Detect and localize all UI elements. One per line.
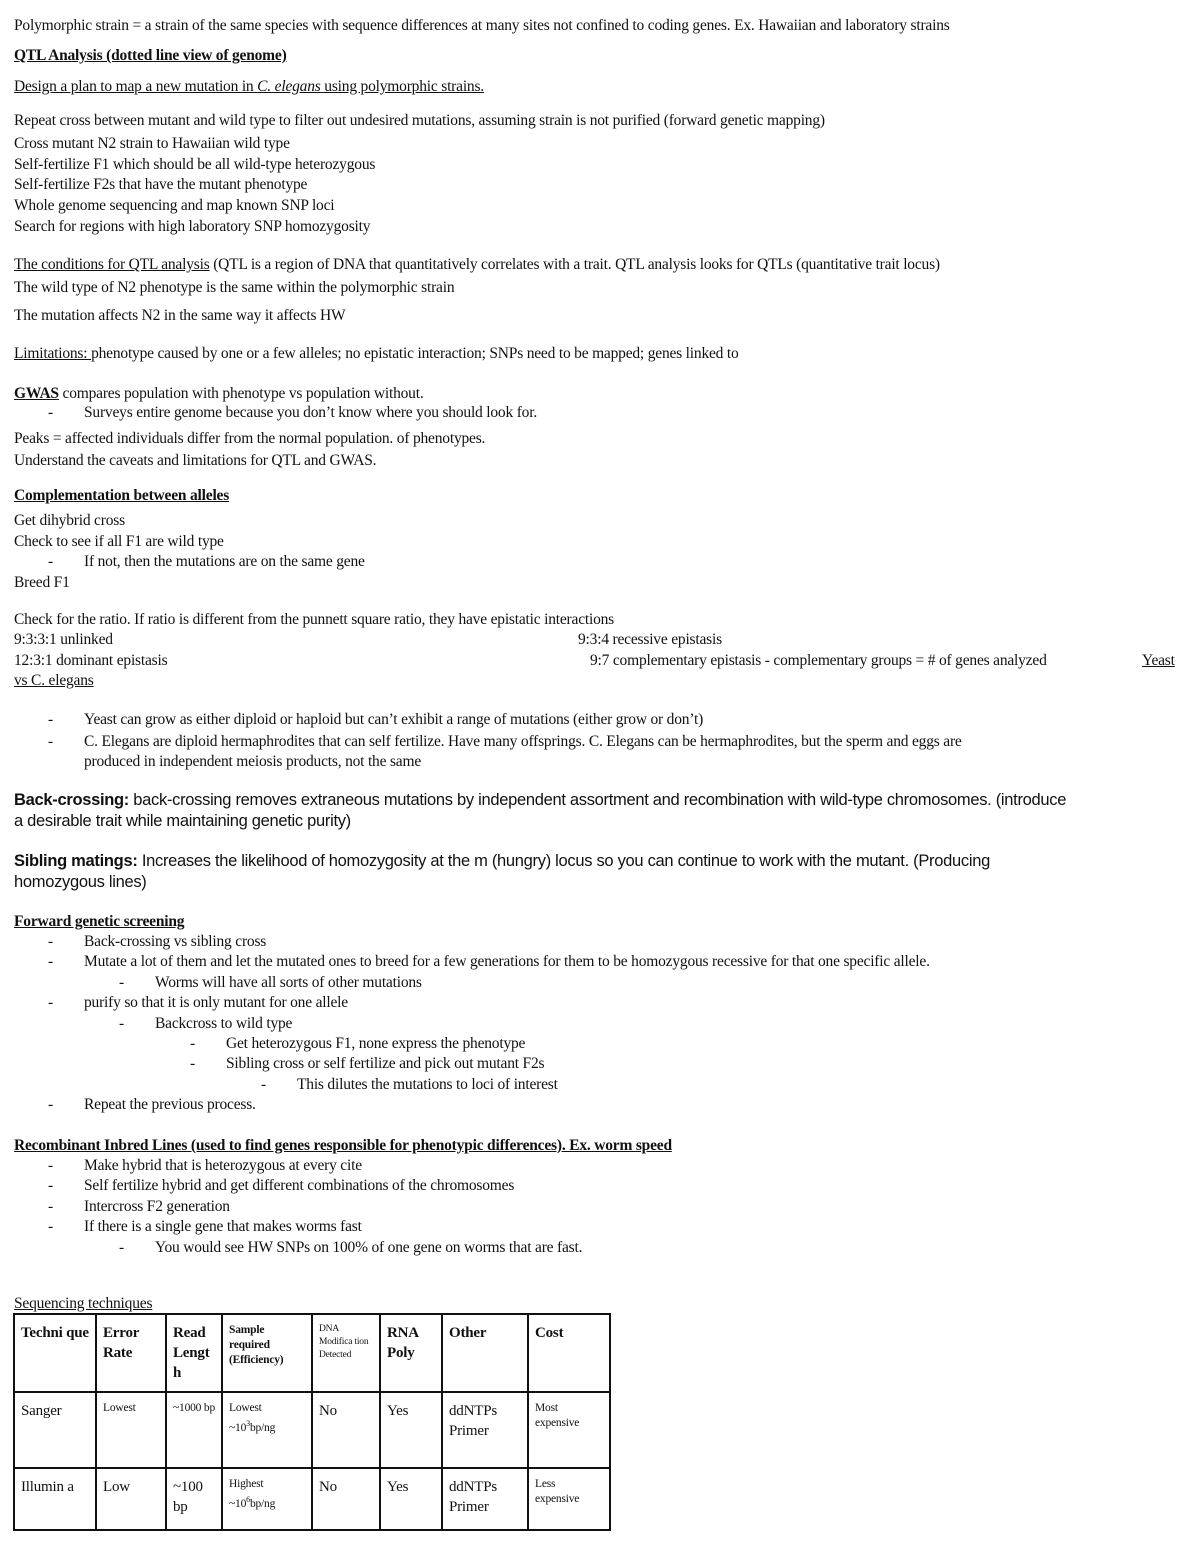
ratio-9331: 9:3:3:1 unlinked	[14, 631, 113, 648]
cell-cost: Most expensive	[528, 1392, 610, 1468]
table-row	[14, 1392, 610, 1468]
design-step-2: Cross mutant N2 strain to Hawaiian wild type	[14, 135, 290, 152]
gwas-line	[14, 384, 424, 404]
gwas-label: GWAS	[14, 385, 59, 402]
design-step-1: Repeat cross between mutant and wild type to filter out undesired mutations, assuming strain is not purified (forward genetic mapping)	[14, 112, 825, 129]
forward-list-text: Repeat the previous process.	[84, 1096, 256, 1114]
comp-line-3: Breed F1	[14, 574, 70, 591]
ril-list-text: Self fertilize hybrid and get different combinations of the chromosomes	[84, 1177, 515, 1195]
dash-marker: -	[48, 994, 53, 1012]
limitations-line	[14, 344, 739, 364]
table-header-row	[14, 1314, 610, 1392]
header-cost: Cost	[528, 1314, 610, 1392]
ril-list-text: Make hybrid that is heterozygous at every cite	[84, 1157, 362, 1174]
cell-sample: Highest $\sim 10^6bp/ng$	[222, 1468, 312, 1530]
design-heading-post: using polymorphic strains.	[320, 78, 484, 95]
sibling-line-2: homozygous lines)	[14, 873, 147, 891]
comp-line-2: Check to see if all F1 are wild type	[14, 533, 224, 550]
table-row	[14, 1468, 610, 1530]
dash-marker: -	[48, 1218, 53, 1236]
dash-marker: -	[190, 1055, 195, 1073]
yeast-bullet-2-cont: produced in independent meiosis products, not the same	[84, 753, 422, 770]
condition-2: The mutation affects N2 in the same way it affects HW	[14, 307, 346, 324]
qtl-heading: QTL Analysis (dotted line view of genome)	[14, 47, 287, 64]
forward-list-text: Sibling cross or self fertilize and pick out mutant F2s	[226, 1055, 545, 1073]
design-step-4: Self-fertilize F2s that have the mutant phenotype	[14, 176, 308, 193]
seq-caption: Sequencing techniques	[14, 1295, 153, 1312]
cell-technique: Illumin a	[14, 1468, 96, 1530]
yeast-heading-a: Yeast	[1142, 652, 1175, 669]
comp-line-1: Get dihybrid cross	[14, 512, 125, 529]
ril-list-text: If there is a single gene that makes worms fast	[84, 1218, 362, 1236]
dash-marker: -	[48, 933, 53, 950]
design-heading-pre: Design a plan to map a new mutation in	[14, 78, 258, 95]
cell-rna-poly: Yes	[380, 1392, 442, 1468]
dash-marker: -	[48, 1177, 53, 1195]
conditions-line	[14, 255, 940, 275]
design-heading-italic: C. elegans	[257, 78, 321, 95]
forward-list-text: purify so that it is only mutant for one allele	[84, 994, 348, 1012]
sibling-text-1: Increases the likelihood of homozygosity at the m (hungry) locus so you can continue to work with the mutant. (Producing	[137, 852, 990, 870]
sibling-line-1	[14, 851, 990, 871]
peaks-line: Peaks = affected individuals differ from the normal population. of phenotypes.	[14, 430, 486, 447]
cell-error-rate: Lowest	[96, 1392, 166, 1468]
design-step-3: Self-fertilize F1 which should be all wild-type heterozygous	[14, 156, 376, 173]
caveats-line: Understand the caveats and limitations for QTL and GWAS.	[14, 452, 377, 469]
complementation-heading: Complementation between alleles	[14, 487, 230, 504]
limitations-text: phenotype caused by one or a few alleles; no epistatic interaction; SNPs need to be mapped; genes linked to	[91, 345, 739, 362]
cell-cost: Less expensive	[528, 1468, 610, 1530]
design-step-5: Whole genome sequencing and map known SNP loci	[14, 197, 335, 214]
dash-marker: -	[48, 1096, 53, 1114]
cell-error-rate: Low	[96, 1468, 166, 1530]
header-other: Other	[442, 1314, 528, 1392]
yeast-heading-b: vs C. elegans	[14, 672, 94, 689]
intro-line: Polymorphic strain = a strain of the same species with sequence differences at many sites not confined to coding genes. Ex. Hawaiian and laboratory strains	[14, 17, 950, 34]
gwas-text: compares population with phenotype vs population without.	[58, 385, 424, 402]
cell-dna-mod: No	[312, 1392, 380, 1468]
dash-marker: -	[48, 1157, 53, 1174]
ratio-934: 9:3:4 recessive epistasis	[578, 631, 722, 648]
header-read-length: Read Lengt h	[166, 1314, 222, 1392]
backcross-label: Back-crossing:	[14, 791, 130, 809]
ril-heading: Recombinant Inbred Lines (used to find genes responsible for phenotypic differences). Ex. worm speed	[14, 1137, 672, 1154]
backcross-text-1: back-crossing removes extraneous mutations by independent assortment and recombination with wild-type chromosomes. (introduce	[129, 791, 1067, 809]
header-error-rate: Error Rate	[96, 1314, 166, 1392]
limitations-label: Limitations:	[14, 345, 92, 362]
dash-marker: -	[119, 973, 124, 991]
forward-list-text: This dilutes the mutations to loci of interest	[297, 1075, 558, 1093]
sibling-label: Sibling matings:	[14, 852, 138, 870]
ratio-1231: 12:3:1 dominant epistasis	[14, 652, 168, 669]
sequencing-table	[13, 1313, 611, 1531]
ratio-97: 9:7 complementary epistasis - complementary groups = # of genes analyzed	[590, 652, 1047, 669]
conditions-text: (QTL is a region of DNA that quantitatively correlates with a trait. QTL analysis looks for QTLs (quantitative trait locus)	[209, 256, 940, 273]
forward-list-text: Mutate a lot of them and let the mutated ones to breed for a few generations for them to be homozygous recessive for that one specific allele.	[84, 953, 930, 971]
backcross-line-2: a desirable trait while maintaining genetic purity)	[14, 812, 351, 830]
cell-sample: Lowest $\sim 10^3bp/ng$	[222, 1392, 312, 1468]
forward-list-text: Get heterozygous F1, none express the phenotype	[226, 1035, 526, 1052]
header-technique: Techni que	[14, 1314, 96, 1392]
design-heading	[14, 77, 484, 97]
condition-1: The wild type of N2 phenotype is the same within the polymorphic strain	[14, 279, 455, 296]
cell-other: ddNTPs Primer	[442, 1468, 528, 1530]
ril-list-text: You would see HW SNPs on 100% of one gene on worms that are fast.	[155, 1238, 583, 1256]
dash-marker: -	[119, 1014, 124, 1032]
cell-read-length: ~1000 bp	[166, 1392, 222, 1468]
ril-list-text: Intercross F2 generation	[84, 1197, 230, 1215]
design-step-6: Search for regions with high laboratory SNP homozygosity	[14, 218, 371, 235]
dash-marker: -	[261, 1075, 266, 1093]
dash-marker: -	[48, 1197, 53, 1215]
cell-read-length: ~100 bp	[166, 1468, 222, 1530]
dash-marker: -	[190, 1035, 195, 1052]
header-sample: Sample required (Efficiency)	[222, 1314, 312, 1392]
forward-list-text: Worms will have all sorts of other mutations	[155, 973, 422, 991]
conditions-label: The conditions for QTL analysis	[14, 256, 210, 273]
backcross-line-1	[14, 790, 1066, 810]
forward-heading: Forward genetic screening	[14, 913, 185, 930]
cell-dna-mod: No	[312, 1468, 380, 1530]
ratio-intro: Check for the ratio. If ratio is different from the punnett square ratio, they have epistatic interactions	[14, 611, 615, 628]
header-dna-mod: DNA Modifica tion Detected	[312, 1314, 380, 1392]
dash-marker: -	[48, 953, 53, 971]
cell-technique: Sanger	[14, 1392, 96, 1468]
cell-other: ddNTPs Primer	[442, 1392, 528, 1468]
cell-rna-poly: Yes	[380, 1468, 442, 1530]
forward-list-text: Back-crossing vs sibling cross	[84, 933, 267, 950]
forward-list-text: Backcross to wild type	[155, 1014, 293, 1032]
dash-marker: -	[119, 1238, 124, 1256]
header-rna-poly: RNA Poly	[380, 1314, 442, 1392]
